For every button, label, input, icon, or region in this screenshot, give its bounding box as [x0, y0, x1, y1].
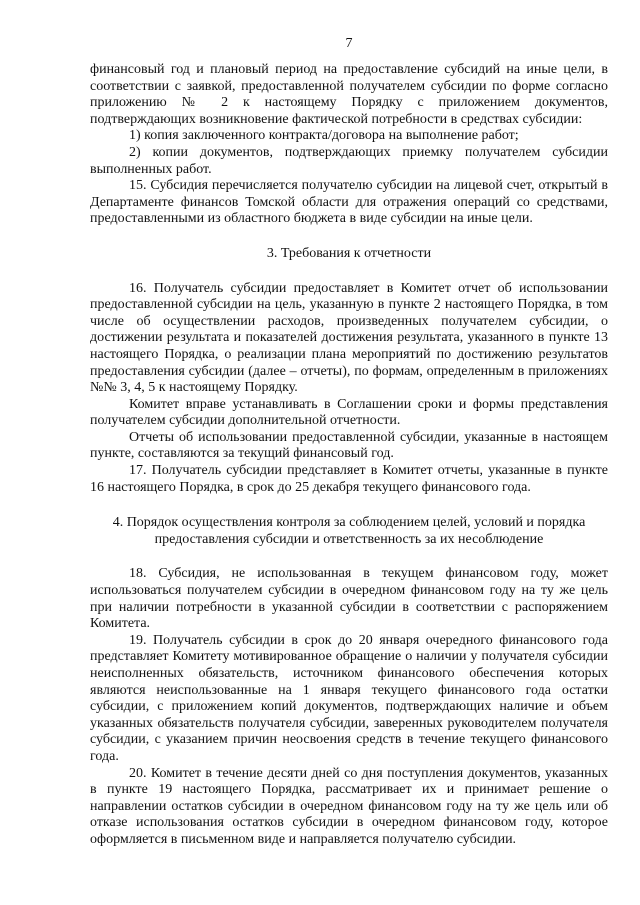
section-3-heading: 3. Требования к отчетности — [266, 245, 432, 261]
paragraph-18: 18. Субсидия, не использованная в текущем финансовом году, может использоваться получателем субсидии в очередном финансовом году на ту же цель при наличии потребности в указанной субсидии в соответствии с распоряжением Комитета. — [90, 566, 608, 632]
paragraph-17: 17. Получатель субсидии представляет в Комитет отчеты, указанные в пункте 16 настоящего Порядка, в срок до 25 декабря текущего финансового года. — [90, 463, 608, 495]
page-number: 7 — [345, 36, 353, 51]
section-4-heading-line-2: предоставления субсидии и ответственность за их несоблюдение — [154, 531, 544, 547]
paragraph-15: 15. Субсидия перечисляется получателю субсидии на лицевой счет, открытый в Департаменте финансов Томской области для отражения операций со средствами, предоставленными из областного бюджета в виде субсидии на иные цели. — [90, 178, 608, 227]
paragraph-19: 19. Получатель субсидии в срок до 20 января очередного финансового года представляет Комитету мотивированное обращение о наличии у получателя субсидии неисполненных обязательств, источником финансового обеспечения которых являются неиспользованные на 1 января текущего финансового года остатки субсидии, с приложением копий документов, подтверждающих наличие и объем указанных обязательств получателя субсидии, заверенных руководителем получателя субсидии, с указанием причин неосвоения средств в течение текущего финансового года. — [90, 632, 608, 764]
paragraph-intro: финансовый год и плановый период на предоставление субсидий на иные цели, в соответствии с заявкой, предоставленной получателем субсидии по форме согласно приложению № 2 к настоящему Порядку с приложением документов, подтверждающих возникновение фактической потребности в средствах субсидии: — [90, 62, 608, 127]
section-4-heading-line-1: 4. Порядок осуществления контроля за соблюдением целей, условий и порядка — [112, 515, 586, 531]
paragraph-20: 20. Комитет в течение десяти дней со дня поступления документов, указанных в пункте 19 настоящего Порядка, рассматривает их и принимает решение о направлении остатков субсидии в очередном финансовом году на ту же цель или об отказе использования остатков субсидии в очередном финансовом году, которое оформляется в письменном виде и направляется получателю субсидии. — [90, 765, 608, 847]
paragraph-16-a: Комитет вправе устанавливать в Соглашении сроки и формы представления получателем субсидии дополнительной отчетности. — [90, 396, 608, 429]
list-item-1: 1) копия заключенного контракта/договора на выполнение работ; — [129, 128, 519, 144]
document-page — [90, 36, 608, 849]
paragraph-16: 16. Получатель субсидии предоставляет в Комитет отчет об использовании предоставленной субсидии на цель, указанную в пункте 2 настоящего Порядка, в том числе об осуществлении расходов, произведенных получателем субсидии, о достижении результата и показателей достижения результата, указанного в пункте 13 настоящего Порядка, о реализации плана мероприятий по достижению результатов предоставления субсидии (далее – отчеты), по формам, определенным в приложениях №№ 3, 4, 5 к настоящему Порядку. — [90, 280, 608, 396]
paragraph-16-b: Отчеты об использовании предоставленной субсидии, указанные в настоящем пункте, составляются за текущий финансовый год. — [90, 429, 608, 462]
list-item-2: 2) копии документов, подтверждающих приемку получателем субсидии выполненных работ. — [90, 144, 608, 177]
section-4-heading — [90, 515, 608, 548]
